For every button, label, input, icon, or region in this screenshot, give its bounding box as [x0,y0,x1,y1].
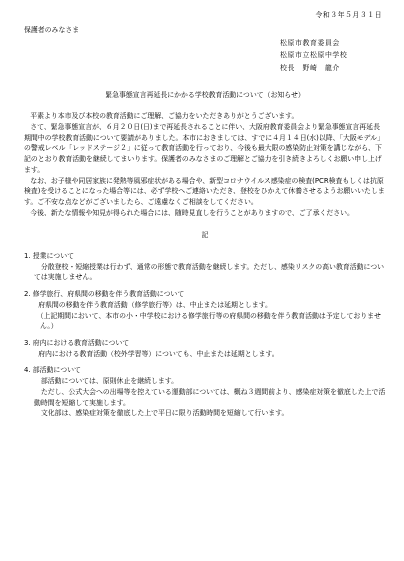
section-line: 文化部は、感染症対策を徹底した上で平日に限り活動時間を短縮して行います。 [40,409,289,418]
body-paragraph: 平素より本市及び本校の教育活動にご理解、ご協力をいただきありがとうございます。 [30,112,299,121]
recipient: 保護者のみなさま [24,25,80,34]
section-classes [24,251,386,283]
sender-line: 校長 野崎 龍介 [280,63,340,72]
section-school-trip [24,289,386,332]
section-field-activities [24,338,386,359]
sender-block [280,37,386,73]
sender-line: 松原市教育委員会 [280,39,340,48]
body-paragraph: なお、お子様や同居家族に発熱等風邪症状がある場合や、新型コロナウイルス感染症の検査(PCR検査もしくは抗原検査)を受けることになった場合等には、必ず学校へご連絡いただき、登校をひかえて休養させるようお願いいたします。ご不安な点などがございましたら、ご遠慮なくご相談をしてください。 [24,176,385,206]
sender-line: 松原市立松原中学校 [280,51,348,60]
section-line: 分散登校・短縮授業は行わず、通常の形態で教育活動を継続します。ただし、感染リスクの高い教育活動については実施しません。 [34,262,385,282]
section-line: ただし、公式大会への出場等を控えている運動部については、概ね３週間前より、感染症対策を徹底した上で活動時間を短縮して実施します。 [34,387,386,407]
section-heading: 1. 授業について [24,252,74,261]
section-line: 府県間の移動を伴う教育活動（修学旅行等）は、中止または延期とします。 [38,300,272,309]
ki-heading: 記 [201,231,209,240]
document-title: 緊急事態宣言再延長にかかる学校教育活動について（お知らせ） [105,90,305,99]
body-paragraph: 今後、新たな情報や知見が得られた場合には、随時見直しを行うことがありますので、ご了承ください。 [30,208,354,217]
body-text [24,111,386,218]
section-heading: 3. 府内における教育活動について [24,339,130,347]
date: 令和３年５月３１日 [315,11,382,19]
body-paragraph: さて、緊急事態宣言が、６月２０日(日)まで再延長されることに伴い、大阪府教育委員会より緊急事態宣言再延長期間中の学校教育活動について要請がありました。本市におきましては、すでに４月１４日(水)以降、「大阪モデル」の警戒レベル「レッドステージ２」に従って教育活動を行っており、今後も最大限の感染防止対策を講じながら、下記のとおり教育活動を継続してまいります。保護者のみなさまのご理解とご協力を引き続きよろしくお願い申し上げます。 [24,123,384,174]
section-heading: 2. 修学旅行、府県間の移動を伴う教育活動について [24,290,185,299]
section-heading: 4. 部活動について [24,366,81,375]
section-line: 府内における教育活動（校外学習等）についても、中止または延期とします。 [38,349,279,358]
section-line: （上記期間において、本市の小・中学校における修学旅行等の府県間の移動を伴う教育活動は予定しておりません。） [36,311,381,331]
section-line: 部活動については、原則休止を継続します。 [40,377,179,386]
section-club-activities [24,365,386,419]
